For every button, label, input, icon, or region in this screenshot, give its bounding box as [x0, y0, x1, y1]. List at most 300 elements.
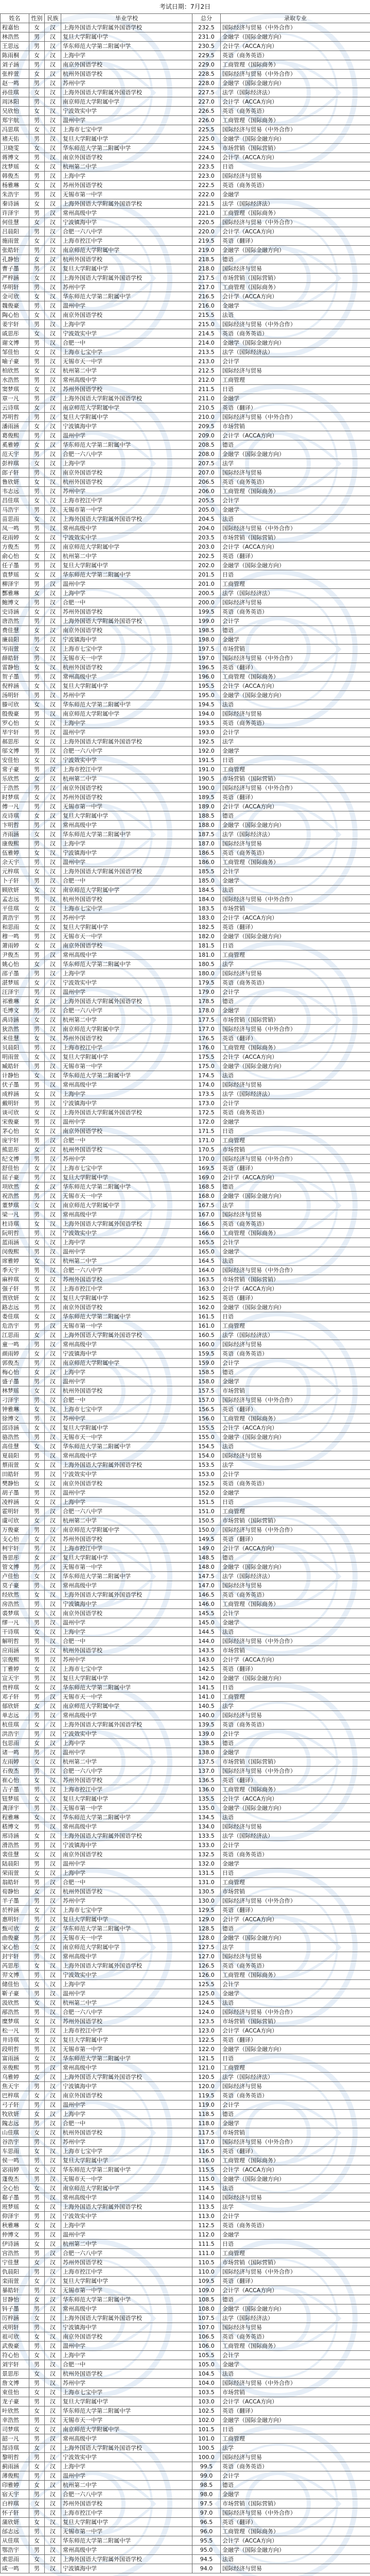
student-name: 徐博文 — [1, 1414, 29, 1423]
total-score: 116.5 — [192, 2147, 221, 2156]
admitted-major: 会计学（ACCA方向） — [221, 543, 370, 552]
admitted-major: 金融学（国际金融方向） — [221, 2175, 370, 2184]
total-score: 199.5 — [192, 607, 221, 617]
total-score: 130.5 — [192, 1887, 221, 1896]
student-name: 霍明轩 — [1, 1507, 29, 1516]
school: 上海外国语大学附属外国语学校 — [61, 1961, 192, 1971]
gender: 女 — [29, 811, 45, 821]
total-score: 223.0 — [192, 172, 221, 181]
student-name: 富雨涵 — [1, 2054, 29, 2063]
gender: 女 — [29, 1015, 45, 1025]
table-row — [1, 478, 370, 487]
ethnicity: 汉 — [45, 1238, 61, 1247]
admitted-major: 法学 — [221, 1702, 370, 1711]
gender: 女 — [29, 274, 45, 283]
school: 华东师范大学第二附属中学 — [61, 144, 192, 153]
ethnicity: 汉 — [45, 1998, 61, 2008]
student-name: 戎明轩 — [1, 2323, 29, 2332]
admitted-major: 法学 — [221, 1943, 370, 1952]
ethnicity: 汉 — [45, 978, 61, 988]
ethnicity: 汉 — [45, 1368, 61, 1377]
gender: 男 — [29, 97, 45, 107]
school: 南京外国语学校 — [61, 153, 192, 162]
school: 复旦大学附属中学 — [61, 811, 192, 821]
ethnicity: 汉 — [45, 802, 61, 811]
table-row — [1, 543, 370, 552]
table-row — [1, 2128, 370, 2138]
gender: 男 — [29, 672, 45, 682]
gender: 男 — [29, 2008, 45, 2017]
gender: 女 — [29, 2036, 45, 2045]
student-name: 滕可欣 — [1, 700, 29, 709]
gender: 男 — [29, 60, 45, 70]
admitted-major: 法语 — [221, 2369, 370, 2379]
school: 上海市七宝中学 — [61, 645, 192, 654]
gender: 女 — [29, 941, 45, 951]
ethnicity: 汉 — [45, 1359, 61, 1368]
school: 苏州中学 — [61, 1655, 192, 1665]
ethnicity: 汉 — [45, 1312, 61, 1321]
admitted-major: 法语 — [221, 700, 370, 709]
student-name: 谢文博 — [1, 338, 29, 348]
ethnicity: 汉 — [45, 1804, 61, 1813]
admitted-major: 英语（商务英语） — [221, 107, 370, 116]
ethnicity: 汉 — [45, 858, 61, 867]
table-row — [1, 2110, 370, 2119]
admitted-major: 会计学（ACCA方向） — [221, 2536, 370, 2546]
school: 南京外国语学校 — [61, 1609, 192, 1618]
table-row — [1, 97, 370, 107]
student-name: 沈梦瑶 — [1, 162, 29, 172]
total-score: 169.5 — [192, 1164, 221, 1173]
table-row — [1, 2397, 370, 2406]
ethnicity: 汉 — [45, 376, 61, 385]
admitted-major: 国际经济与贸易 — [221, 2453, 370, 2462]
table-row — [1, 1655, 370, 1665]
student-name: 全心怡 — [1, 2184, 29, 2193]
school: 宁波镇海中学 — [61, 1841, 192, 1850]
gender: 女 — [29, 1461, 45, 1470]
student-name: 水浩然 — [1, 376, 29, 385]
ethnicity: 汉 — [45, 2564, 61, 2573]
total-score: 219.0 — [192, 246, 221, 255]
ethnicity: 汉 — [45, 1850, 61, 1859]
admitted-major: 英语（翻译） — [221, 1034, 370, 1043]
student-name: 缪一凡 — [1, 1618, 29, 1628]
admitted-major: 金融学（国际金融方向） — [221, 1433, 370, 1442]
admitted-major: 国际经济与贸易 — [221, 1952, 370, 1961]
ethnicity: 汉 — [45, 1117, 61, 1127]
gender: 男 — [29, 2323, 45, 2332]
gender: 女 — [29, 236, 45, 246]
ethnicity: 汉 — [45, 1182, 61, 1192]
ethnicity: 汉 — [45, 403, 61, 413]
admitted-major: 国际经济与贸易（中外合作） — [221, 1896, 370, 1906]
school: 常州高级中学 — [61, 1581, 192, 1590]
table-row — [1, 1841, 370, 1850]
ethnicity: 汉 — [45, 1887, 61, 1896]
gender: 男 — [29, 1006, 45, 1015]
table-row — [1, 2425, 370, 2434]
table-row — [1, 450, 370, 459]
student-name: 蓟雨涵 — [1, 2462, 29, 2471]
table-row — [1, 2221, 370, 2230]
school: 杭州外国语学校 — [61, 663, 192, 672]
total-score: 165.5 — [192, 1238, 221, 1247]
school: 华东师范大学第二附属中学 — [61, 570, 192, 580]
table-row — [1, 338, 370, 348]
table-row — [1, 932, 370, 941]
admitted-major: 金融学 — [221, 301, 370, 311]
school: 杭州第二中学 — [61, 2240, 192, 2249]
student-name: 甄可欣 — [1, 1924, 29, 1934]
student-name: 经欣然 — [1, 1590, 29, 1600]
school: 上海中学 — [61, 2221, 192, 2230]
table-row — [1, 1832, 370, 1841]
total-score: 175.5 — [192, 1053, 221, 1062]
total-score: 158.5 — [192, 1368, 221, 1377]
student-name: 封宇轩 — [1, 1952, 29, 1961]
ethnicity: 汉 — [45, 589, 61, 598]
student-name: 诸一鸣 — [1, 1748, 29, 1757]
gender: 男 — [29, 1359, 45, 1368]
admitted-major: 法语 — [221, 1998, 370, 2008]
admitted-major: 会计学（ACCA方向） — [221, 1423, 370, 1433]
gender: 男 — [29, 2434, 45, 2444]
school: 苏州中学 — [61, 913, 192, 923]
student-name: 韦志远 — [1, 487, 29, 496]
total-score: 142.5 — [192, 1665, 221, 1674]
table-row — [1, 1757, 370, 1767]
admitted-major: 英语（翻译） — [221, 236, 370, 246]
table-row — [1, 904, 370, 913]
total-score: 205.5 — [192, 496, 221, 505]
admitted-major: 国际经济与贸易（中外合作） — [221, 1767, 370, 1776]
student-name: 潘雨涵 — [1, 422, 29, 431]
school: 无锡市第一中学 — [61, 1804, 192, 1813]
admitted-major: 会计学（ACCA方向） — [221, 97, 370, 107]
student-name: 班梦瑶 — [1, 2202, 29, 2212]
gender: 女 — [29, 2073, 45, 2082]
gender: 女 — [29, 1628, 45, 1637]
student-name: 祝浩然 — [1, 1192, 29, 1201]
school: 复旦大学附属中学 — [61, 682, 192, 691]
student-name: 仇晨阳 — [1, 2267, 29, 2277]
total-score: 164.5 — [192, 1257, 221, 1266]
ethnicity: 汉 — [45, 70, 61, 79]
school: 上海中学 — [61, 969, 192, 978]
school: 上海外国语大学附属外国语学校 — [61, 2202, 192, 2212]
table-row — [1, 580, 370, 589]
gender: 女 — [29, 1739, 45, 1748]
admitted-major: 金融学（国际金融方向） — [221, 1303, 370, 1312]
admitted-major: 国际经济与贸易 — [221, 1340, 370, 1349]
ethnicity: 汉 — [45, 1266, 61, 1275]
table-row — [1, 2546, 370, 2555]
ethnicity: 汉 — [45, 1062, 61, 1071]
table-row — [1, 209, 370, 218]
table-row — [1, 589, 370, 598]
admitted-major: 国际经济与贸易（中外合作） — [221, 23, 370, 32]
admitted-major: 国际经济与贸易 — [221, 709, 370, 719]
total-score: 179.5 — [192, 978, 221, 988]
table-row — [1, 709, 370, 719]
student-name: 傅一凡 — [1, 802, 29, 811]
school: 华东师范大学第二附属中学 — [61, 1813, 192, 1822]
ethnicity: 汉 — [45, 1247, 61, 1257]
admitted-major: 市场营销 — [221, 645, 370, 654]
admitted-major: 国际经济与贸易 — [221, 1210, 370, 1219]
school: 华东师范大学第二附属中学 — [61, 1442, 192, 1451]
admitted-major: 国际经济与贸易 — [221, 969, 370, 978]
ethnicity: 汉 — [45, 1303, 61, 1312]
ethnicity: 汉 — [45, 1618, 61, 1628]
admitted-major: 市场营销（国际营销） — [221, 774, 370, 784]
ethnicity: 汉 — [45, 487, 61, 496]
gender: 男 — [29, 431, 45, 440]
student-name: 秋雅琳 — [1, 2221, 29, 2230]
gender: 男 — [29, 709, 45, 719]
total-score: 134.0 — [192, 1822, 221, 1832]
gender: 男 — [29, 2138, 45, 2147]
total-score: 147.5 — [192, 1572, 221, 1581]
total-score: 157.0 — [192, 1396, 221, 1405]
table-row — [1, 1025, 370, 1034]
admitted-major: 市场营销 — [221, 904, 370, 913]
table-row — [1, 1943, 370, 1952]
gender: 女 — [29, 2555, 45, 2564]
table-row — [1, 2165, 370, 2175]
student-name: 栾雨萱 — [1, 2277, 29, 2286]
total-score: 104.5 — [192, 2369, 221, 2379]
total-score: 194.0 — [192, 709, 221, 719]
table-row — [1, 2138, 370, 2147]
admitted-major: 工商管理（国际商务） — [221, 672, 370, 682]
admitted-major: 日语 — [221, 385, 370, 394]
table-row — [1, 1674, 370, 1683]
total-score: 214.5 — [192, 329, 221, 338]
admitted-major: 国际经济与贸易（中外合作） — [221, 895, 370, 904]
table-row — [1, 635, 370, 645]
gender: 男 — [29, 1155, 45, 1164]
admitted-major: 会计学（ACCA方向） — [221, 913, 370, 923]
total-score: 110.5 — [192, 2258, 221, 2267]
table-row — [1, 199, 370, 209]
ethnicity: 汉 — [45, 1006, 61, 1015]
gender: 女 — [29, 1720, 45, 1730]
admitted-major: 工商管理 — [221, 2063, 370, 2073]
table-row — [1, 487, 370, 496]
admitted-major: 国际经济与贸易（中外合作） — [221, 1396, 370, 1405]
total-score: 179.0 — [192, 988, 221, 997]
ethnicity: 汉 — [45, 1609, 61, 1618]
gender: 男 — [29, 2156, 45, 2165]
student-name: 仰泽宇 — [1, 2212, 29, 2221]
admitted-major: 会计学（ACCA方向） — [221, 227, 370, 236]
admitted-major: 国际经济与贸易（中外合作） — [221, 2379, 370, 2388]
table-row — [1, 2184, 370, 2193]
admitted-major: 市场营销 — [221, 1386, 370, 1396]
ethnicity: 汉 — [45, 1544, 61, 1553]
total-score: 173.5 — [192, 1090, 221, 1099]
gender: 女 — [29, 125, 45, 134]
total-score: 95.5 — [192, 2536, 221, 2546]
student-name: 娄佳琪 — [1, 1312, 29, 1321]
school: 无锡市第一中学 — [61, 190, 192, 199]
school: 华东师范大学第二附属中学 — [61, 700, 192, 709]
total-score: 137.0 — [192, 1767, 221, 1776]
school: 南京外国语学校 — [61, 626, 192, 635]
total-score: 212.5 — [192, 366, 221, 376]
total-score: 112.5 — [192, 2221, 221, 2230]
gender: 男 — [29, 784, 45, 793]
admitted-major: 国际经济与贸易 — [221, 1711, 370, 1720]
gender: 男 — [29, 505, 45, 515]
student-name: 程嘉怡 — [1, 23, 29, 32]
student-name: 翁皓轩 — [1, 1878, 29, 1887]
total-score: 114.5 — [192, 2184, 221, 2193]
section-title: 考试日期：7月2日 — [159, 3, 211, 10]
table-row — [1, 1470, 370, 1479]
gender: 男 — [29, 1080, 45, 1090]
gender: 女 — [29, 700, 45, 709]
school: 上海市控江中学 — [61, 2267, 192, 2277]
student-name: 詹文博 — [1, 2379, 29, 2388]
student-name: 姜宇轩 — [1, 320, 29, 329]
gender: 女 — [29, 403, 45, 413]
school: 合肥一六八中学 — [61, 747, 192, 756]
student-name: 冯思琪 — [1, 125, 29, 134]
table-row — [1, 1822, 370, 1832]
ethnicity: 汉 — [45, 1628, 61, 1637]
admitted-major: 日语 — [221, 162, 370, 172]
ethnicity: 汉 — [45, 1581, 61, 1590]
ethnicity: 汉 — [45, 1785, 61, 1794]
admitted-major: 工商管理 — [221, 376, 370, 385]
student-name: 戴明轩 — [1, 1099, 29, 1108]
gender: 男 — [29, 1989, 45, 1998]
student-name: 谈可欣 — [1, 1108, 29, 1117]
admitted-major: 日语 — [221, 1312, 370, 1321]
gender: 男 — [29, 2564, 45, 2573]
school: 温州中学 — [61, 1859, 192, 1869]
student-name: 于浩然 — [1, 784, 29, 793]
student-name: 金可欣 — [1, 292, 29, 301]
table-row — [1, 413, 370, 422]
school: 华东师范大学第二附属中学 — [61, 2406, 192, 2416]
school: 上海中学 — [61, 51, 192, 60]
school: 复旦大学附属中学 — [61, 561, 192, 570]
school: 南京外国语学校 — [61, 2091, 192, 2100]
total-score: 193.5 — [192, 719, 221, 728]
admitted-major: 金融学（国际金融方向） — [221, 1563, 370, 1572]
gender: 男 — [29, 1730, 45, 1739]
total-score: 105.0 — [192, 2360, 221, 2369]
table-row — [1, 2277, 370, 2286]
admitted-major: 会计学 — [221, 1609, 370, 1618]
admitted-major: 国际经济与贸易 — [221, 264, 370, 274]
total-score: 187.5 — [192, 830, 221, 839]
table-row — [1, 765, 370, 774]
admitted-major: 国际经济与贸易（中外合作） — [221, 2138, 370, 2147]
admitted-major: 日语 — [221, 2240, 370, 2249]
gender: 男 — [29, 1822, 45, 1832]
gender: 男 — [29, 487, 45, 496]
student-name: 董梦琪 — [1, 1201, 29, 1210]
total-score: 137.5 — [192, 1757, 221, 1767]
student-name: 廉晨阳 — [1, 635, 29, 645]
ethnicity: 汉 — [45, 1201, 61, 1210]
student-name: 邴浩然 — [1, 2008, 29, 2017]
gender: 男 — [29, 283, 45, 292]
student-name: 支心怡 — [1, 1535, 29, 1544]
ethnicity: 汉 — [45, 1043, 61, 1053]
student-name: 窦梦琪 — [1, 385, 29, 394]
table-row — [1, 672, 370, 682]
student-name: 施雨萱 — [1, 236, 29, 246]
school: 常州高级中学 — [61, 951, 192, 960]
table-row — [1, 496, 370, 505]
table-row — [1, 1794, 370, 1804]
gender: 女 — [29, 1386, 45, 1396]
total-score: 127.0 — [192, 1952, 221, 1961]
admitted-major: 英语（商务英语） — [221, 1720, 370, 1730]
total-score: 182.5 — [192, 923, 221, 932]
ethnicity: 汉 — [45, 524, 61, 533]
total-score: 215.5 — [192, 311, 221, 320]
school: 无锡市天一中学 — [61, 1192, 192, 1201]
ethnicity: 汉 — [45, 2054, 61, 2063]
ethnicity: 汉 — [45, 1813, 61, 1822]
student-name: 高佳慧 — [1, 1442, 29, 1451]
total-score: 102.0 — [192, 2416, 221, 2425]
school: 华东师范大学第二附属中学 — [61, 1182, 192, 1192]
gender: 男 — [29, 1674, 45, 1683]
ethnicity: 汉 — [45, 654, 61, 663]
gender: 男 — [29, 2286, 45, 2295]
ethnicity: 汉 — [45, 2555, 61, 2564]
admitted-major: 金融学 — [221, 876, 370, 886]
student-name: 蒲欣妍 — [1, 2518, 29, 2527]
admitted-major: 德语 — [221, 255, 370, 264]
table-row — [1, 1479, 370, 1488]
student-name: 房浩然 — [1, 1600, 29, 1609]
ethnicity: 汉 — [45, 190, 61, 199]
total-score: 103.0 — [192, 2397, 221, 2406]
ethnicity: 汉 — [45, 2416, 61, 2425]
gender: 女 — [29, 2277, 45, 2286]
total-score: 185.5 — [192, 867, 221, 876]
table-row — [1, 329, 370, 338]
table-row — [1, 997, 370, 1006]
table-row — [1, 1247, 370, 1257]
ethnicity: 汉 — [45, 617, 61, 626]
school: 南京外国语学校 — [61, 1303, 192, 1312]
admitted-major: 德语 — [221, 1739, 370, 1748]
school: 上海外国语大学附属外国语学校 — [61, 1331, 192, 1340]
school: 温州中学 — [61, 116, 192, 125]
table-row — [1, 1553, 370, 1563]
gender: 女 — [29, 1961, 45, 1971]
ethnicity: 汉 — [45, 413, 61, 422]
school: 南京外国语学校 — [61, 468, 192, 478]
gender: 男 — [29, 1637, 45, 1646]
table-row — [1, 1498, 370, 1507]
admitted-major: 会计学（ACCA方向） — [221, 802, 370, 811]
gender: 男 — [29, 190, 45, 199]
table-row — [1, 691, 370, 700]
gender: 女 — [29, 1219, 45, 1229]
